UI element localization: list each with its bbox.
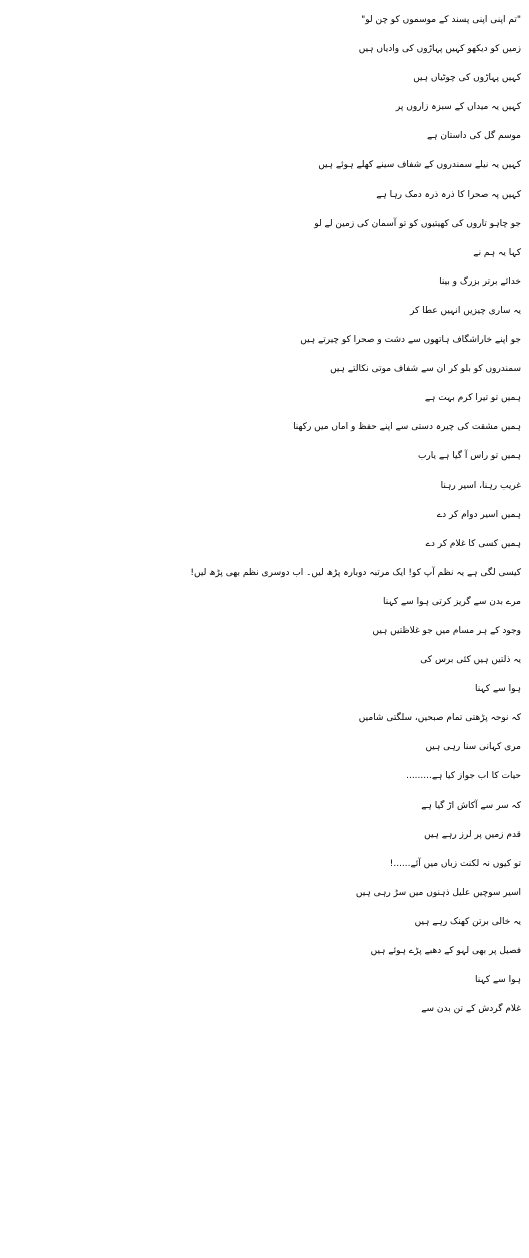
poem-line: موسم گل کی داستان ہے — [427, 131, 521, 142]
poem-line: ہمیں تو تیرا کرم بہت ہے — [424, 393, 521, 404]
poem-line: تو کیوں نہ لکنت زباں میں آئے......! — [389, 858, 521, 869]
poem-line: قدم زمیں پر لرز رہے ہیں — [424, 829, 521, 840]
poem-line: فصیل پر بھی لہو کے دھبے پڑے ہوئے ہیں — [370, 946, 521, 956]
poem-line: کہا یہ ہم نے — [473, 247, 521, 258]
poem-line: کیسی لگی ہے یہ نظم آپ کو! ایک مرتبہ دوبارہ پڑھ لیں۔ اب دوسری نظم بھی پڑھ لیں! — [190, 567, 521, 578]
poem-line: وجود کے ہر مسام میں جو غلاظتیں ہیں — [372, 625, 521, 636]
poem-text — [0, 6, 529, 1024]
poem-line: زمیں کو دیکھو کہیں پہاڑوں کی وادیاں ہیں — [358, 44, 521, 55]
poem-line: کہیں پہ صحرا کا ذرہ ذرہ دمک رہا ہے — [376, 189, 521, 200]
poem-line: غریب رہنا، اسیر رہنا — [440, 480, 521, 491]
poem-line: ہمیں مشقت کی چیرہ دستی سے اپنے حفظ و اماں میں رکھنا — [293, 422, 521, 433]
poem-line: کہ نوحہ پڑھتی تمام صبحیں، سلگتی شامیں — [358, 713, 521, 724]
poem-line: ہوا سے کہنا — [475, 975, 521, 986]
poem-line: یہ ذلتیں ہیں کئی برس کی — [420, 655, 521, 666]
poem-line: حیات کا اب جواز کیا ہے......... — [406, 771, 521, 782]
poem-line: کہیں یہ نیلے سمندروں کے شفاف سینے کھلے ہوئے ہیں — [318, 160, 521, 171]
poem-line: کہیں پہاڑوں کی چوٹیاں ہیں — [413, 73, 521, 84]
poem-line: "تم اپنی اپنی پسند کے موسموں کو چن لو" — [361, 15, 521, 25]
poem-line: غلام گردش کے تن بدن سے — [421, 1004, 521, 1015]
poem-line: کہ سر سے آکاش اڑ گیا ہے — [421, 800, 521, 811]
poem-line: ہوا سے کہنا — [475, 684, 521, 695]
poem-line: یہ خالی برتن کھنک رہے ہیں — [414, 916, 521, 927]
poem-line: جو چاہو تاروں کی کھیتیوں کو تو آسمان کی زمین لے لو — [314, 218, 521, 229]
poem-line: جو اپنے خاراشگاف ہاتھوں سے دشت و صحرا کو چیرتے ہیں — [300, 335, 521, 346]
poem-line: مری کہانی سنا رہی ہیں — [425, 742, 521, 753]
poem-line: ہمیں اسیر دوام کر دے — [436, 509, 521, 520]
poem-line: ہمیں کسی کا غلام کر دے — [425, 538, 521, 549]
poem-line: کہیں یہ میداں کے سبزہ زاروں پر — [395, 102, 521, 113]
poem-line: خدائے برتر بزرگ و بینا — [439, 276, 521, 287]
poem-line: ہمیں تو راس آ گیا ہے یارب — [417, 451, 521, 462]
poem-line: سمندروں کو بلو کر ان سے شفاف موتی نکالتے ہیں — [330, 364, 521, 375]
poem-line: مرے بدن سے گریز کرتی ہوا سے کہنا — [383, 596, 521, 607]
poem-line: اسیر سوچیں علیل ذہنوں میں سڑ رہی ہیں — [355, 887, 521, 898]
poem-line: یہ ساری چیزیں انہیں عطا کر — [410, 305, 521, 316]
